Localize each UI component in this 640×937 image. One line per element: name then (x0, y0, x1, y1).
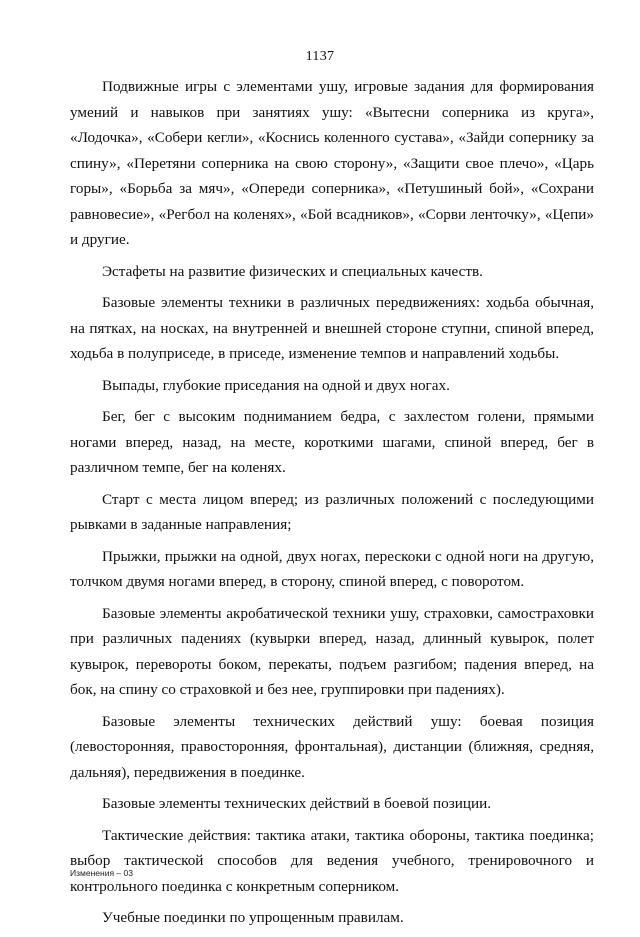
paragraph-running: Бег, бег с высоким подниманием бедра, с захлестом голени, прямыми ногами вперед, назад, на месте, короткими шагами, спиной вперед, бег в различном темпе, бег на коленях. (70, 408, 594, 476)
paragraph-tactics: Тактические действия: тактика атаки, тактика обороны, тактика поединка; выбор тактической способов для ведения учебного, тренировочного и контрольного поединка с конкретным соперником. (70, 826, 594, 895)
page-number: 1137 (305, 49, 335, 64)
paragraph-lunges: Выпады, глубокие приседания на одной и двух ногах. (102, 376, 450, 394)
paragraph-technical-actions: Базовые элементы технических действий ушу: боевая позиция (левосторонняя, правосторонняя, фронтальная), дистанции (ближняя, средняя, дальняя), передвижения в поединке. (70, 712, 594, 781)
paragraph-training-bouts: Учебные поединки по упрощенным правилам. (102, 909, 404, 926)
paragraph-start: Старт с места лицом вперед; из различных положений с последующими рывками в заданные направления; (70, 490, 594, 533)
paragraph-movement-technique: Базовые элементы техники в различных передвижениях: ходьба обычная, на пятках, на носках, на внутренней и внешней стороне ступни, спиной вперед, ходьба в полуприседе, в приседе, изменение темпов и направлений ходьбы. (70, 294, 594, 362)
paragraph-combat-position: Базовые элементы технических действий в боевой позиции. (102, 795, 492, 812)
document-body (70, 74, 594, 937)
revision-footer: Изменения – 03 (70, 868, 133, 878)
paragraph-relays: Эстафеты на развитие физических и специальных качеств. (102, 262, 483, 280)
paragraph-outdoor-games: Подвижные игры с элементами ушу, игровые задания для формирования умений и навыков при занятиях ушу: «Вытесни соперника из круга», «Лодочка», «Собери кегли», «Коснись коленного сустава», «Зайди сопернику за спину», «Перетяни соперника на свою сторону», «Защити свое плечо», «Царь горы», «Борьба за мяч», «Опереди соперника», «Петушиный бой», «Сохрани равновесие», «Регбол на коленях», «Бой всадников», «Сорви ленточку», «Цепи» и другие. (70, 78, 594, 248)
paragraph-acrobatics: Базовые элементы акробатической техники ушу, страховки, самостраховки при различных падениях (кувырки вперед, назад, длинный кувырок, полет кувырок, перевороты боком, перекаты, подъем разгибом; падения вперед, на бок, на спину со страховкой и без нее, группировки при падениях). (70, 604, 594, 698)
paragraph-jumps: Прыжки, прыжки на одной, двух ногах, перескоки с одной ноги на другую, толчком двумя ногами вперед, в сторону, спиной вперед, с поворотом. (70, 547, 594, 590)
